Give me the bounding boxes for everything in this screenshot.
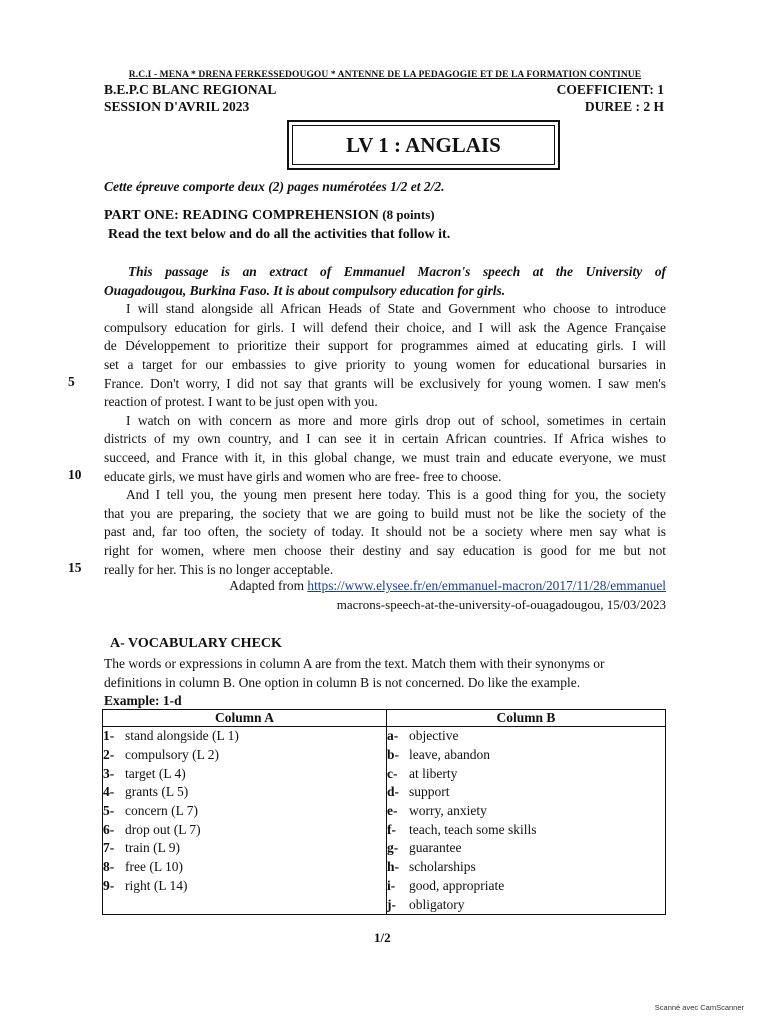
passage-lead-line: Ouagadougou, Burkina Faso. It is about compulsory education for girls. (104, 282, 506, 298)
column-b-cell (387, 746, 666, 765)
table-row (103, 746, 666, 765)
column-b-cell (387, 820, 666, 839)
column-a-number: 7- (103, 840, 115, 856)
table-row (103, 783, 666, 802)
column-a-term: right (L 14) (125, 877, 188, 893)
column-a-cell (103, 802, 387, 821)
session: SESSION D'AVRIL 2023 (104, 99, 250, 114)
table-row (103, 820, 666, 839)
column-a-header: Column A (103, 710, 387, 727)
column-b-definition: at liberty (409, 765, 458, 781)
column-b-letter: i- (387, 877, 396, 893)
column-b-letter: c- (387, 765, 398, 781)
column-a-cell (103, 895, 387, 914)
column-a-term: grants (L 5) (125, 784, 189, 800)
part-one-points: (8 points) (382, 207, 435, 222)
column-a-cell (103, 783, 387, 802)
passage-line: I will stand alongside all African Heads of State and Government who choose to introduce (126, 301, 666, 317)
vocabulary-desc-line1: The words or expressions in column A are from the text. Match them with their synonyms or (104, 656, 605, 671)
column-a-term: free (L 10) (125, 859, 183, 875)
column-a-number: 3- (103, 765, 115, 781)
column-b-cell (387, 895, 666, 914)
passage-line: districts of my own country, and I can see it in certain African countries. If Africa wishes to (104, 431, 666, 447)
column-b-cell (387, 727, 666, 746)
source-prefix: Adapted from (229, 578, 305, 593)
page-number: 1/2 (374, 930, 391, 945)
column-b-cell (387, 877, 666, 896)
header-institution-line: R.C.I - MENA * DRENA FERKESSEDOUGOU * ANTENNE DE LA PEDAGOGIE ET DE LA FORMATION CONTINUE (128, 70, 642, 80)
column-a-number: 5- (103, 803, 115, 819)
column-a-number: 8- (103, 859, 115, 875)
vocabulary-example: Example: 1-d (104, 693, 182, 708)
source-citation-line2: macrons-speech-at-the-university-of-ouagadougou, 15/03/2023 (336, 597, 666, 612)
source-citation (229, 578, 666, 594)
part-one-title: PART ONE: READING COMPREHENSION (104, 208, 379, 223)
line-number: 15 (68, 560, 82, 575)
passage-line: set a target for our embassies to give priority to young women for educational bursaries in (104, 356, 666, 372)
column-a-term: stand alongside (L 1) (125, 728, 239, 744)
column-a-cell (103, 746, 387, 765)
table-row (103, 895, 666, 914)
table-row (103, 877, 666, 896)
passage-line: really for her. This is no longer acceptable. (104, 561, 334, 577)
column-a-number: 6- (103, 821, 115, 837)
column-a-cell (103, 727, 387, 746)
column-b-letter: e- (387, 803, 398, 819)
table-row (103, 764, 666, 783)
column-b-definition: obligatory (409, 896, 465, 912)
column-b-cell (387, 764, 666, 783)
passage-line: right for women, where men choose their destiny and say education is good for me but not (104, 542, 666, 558)
column-a-cell (103, 877, 387, 896)
column-a-cell (103, 764, 387, 783)
part-one-heading (104, 207, 435, 224)
intro-note: Cette épreuve comporte deux (2) pages numérotées 1/2 et 2/2. (104, 179, 445, 194)
line-number: 10 (68, 467, 82, 482)
table-row (103, 839, 666, 858)
duration: DUREE : 2 H (584, 99, 664, 114)
table-row (103, 727, 666, 746)
exam-name: B.E.P.C BLANC REGIONAL (104, 82, 277, 97)
column-b-cell (387, 783, 666, 802)
column-a-number: 4- (103, 784, 115, 800)
column-b-cell (387, 802, 666, 821)
column-a-number: 9- (103, 877, 115, 893)
column-b-definition: support (409, 784, 450, 800)
column-b-definition: good, appropriate (409, 877, 505, 893)
column-a-number: 1- (103, 728, 115, 744)
column-a-term: drop out (L 7) (125, 821, 201, 837)
column-b-definition: objective (409, 728, 459, 744)
column-a-term: target (L 4) (125, 765, 186, 781)
column-a-term: compulsory (L 2) (125, 747, 219, 763)
column-b-letter: j- (387, 896, 396, 912)
passage-line: I watch on with concern as more and more girls drop out of school, sometimes in certain (126, 412, 666, 428)
passage-line: past and, far too often, the society of today. It should not be a society where men say what is (104, 524, 666, 540)
passage-line: de Développement to prioritize their support for programmes aimed at educating girls. I will (104, 338, 666, 354)
vocabulary-desc-line2: definitions in column B. One option in column B is not concerned. Do like the example. (104, 675, 581, 690)
column-b-definition: teach, teach some skills (409, 821, 537, 837)
column-a-number: 2- (103, 747, 115, 763)
passage-line: reaction of protest. I want to be just open with you. (104, 394, 378, 410)
passage-line: educate girls, we must have girls and women who are free- free to choose. (104, 468, 502, 484)
column-b-letter: d- (387, 784, 400, 800)
column-b-letter: a- (387, 728, 399, 744)
table-row (103, 802, 666, 821)
column-a-cell (103, 820, 387, 839)
title-box (287, 120, 560, 170)
column-b-cell (387, 858, 666, 877)
vocabulary-heading: A- VOCABULARY CHECK (110, 636, 282, 651)
source-url-link[interactable]: https://www.elysee.fr/en/emmanuel-macron/2017/11/28/emmanuel (307, 578, 666, 593)
part-one-instruction: Read the text below and do all the activities that follow it. (108, 227, 451, 242)
scanner-watermark: Scanné avec CamScanner (654, 1003, 744, 1012)
passage-line: And I tell you, the young men present here today. This is a good thing for you, the society (126, 487, 666, 503)
coefficient: COEFFICIENT: 1 (556, 82, 664, 97)
column-a-cell (103, 858, 387, 877)
passage-line: that you are preparing, the society that we are going to build must not be like the society of the (104, 505, 666, 521)
column-b-letter: f- (387, 821, 396, 837)
line-number: 5 (68, 374, 75, 389)
column-a-term: concern (L 7) (125, 803, 198, 819)
column-b-letter: g- (387, 840, 399, 856)
column-b-cell (387, 839, 666, 858)
column-b-definition: worry, anxiety (409, 803, 487, 819)
column-b-definition: leave, abandon (409, 747, 490, 763)
column-b-letter: h- (387, 859, 400, 875)
column-a-cell (103, 839, 387, 858)
table-row (103, 858, 666, 877)
passage (104, 263, 666, 579)
exam-title: LV 1 : ANGLAIS (292, 125, 555, 165)
column-a-term: train (L 9) (125, 840, 180, 856)
column-b-header: Column B (387, 710, 666, 727)
column-b-letter: b- (387, 747, 400, 763)
passage-line: France. Don't worry, I did not say that grants will be exclusively for young women. I saw men's (104, 375, 666, 391)
passage-line: compulsory education for girls. I will defend their choice, and I will ask the Agence Française (104, 319, 666, 335)
matching-table (102, 709, 666, 915)
column-b-definition: scholarships (409, 859, 476, 875)
matching-table-body (103, 727, 666, 915)
column-b-definition: guarantee (409, 840, 462, 856)
passage-lead-line: This passage is an extract of Emmanuel Macron's speech at the University of (128, 264, 666, 279)
passage-line: succeed, and France with it, in this global change, we must train and educate everyone, we must (104, 449, 666, 465)
